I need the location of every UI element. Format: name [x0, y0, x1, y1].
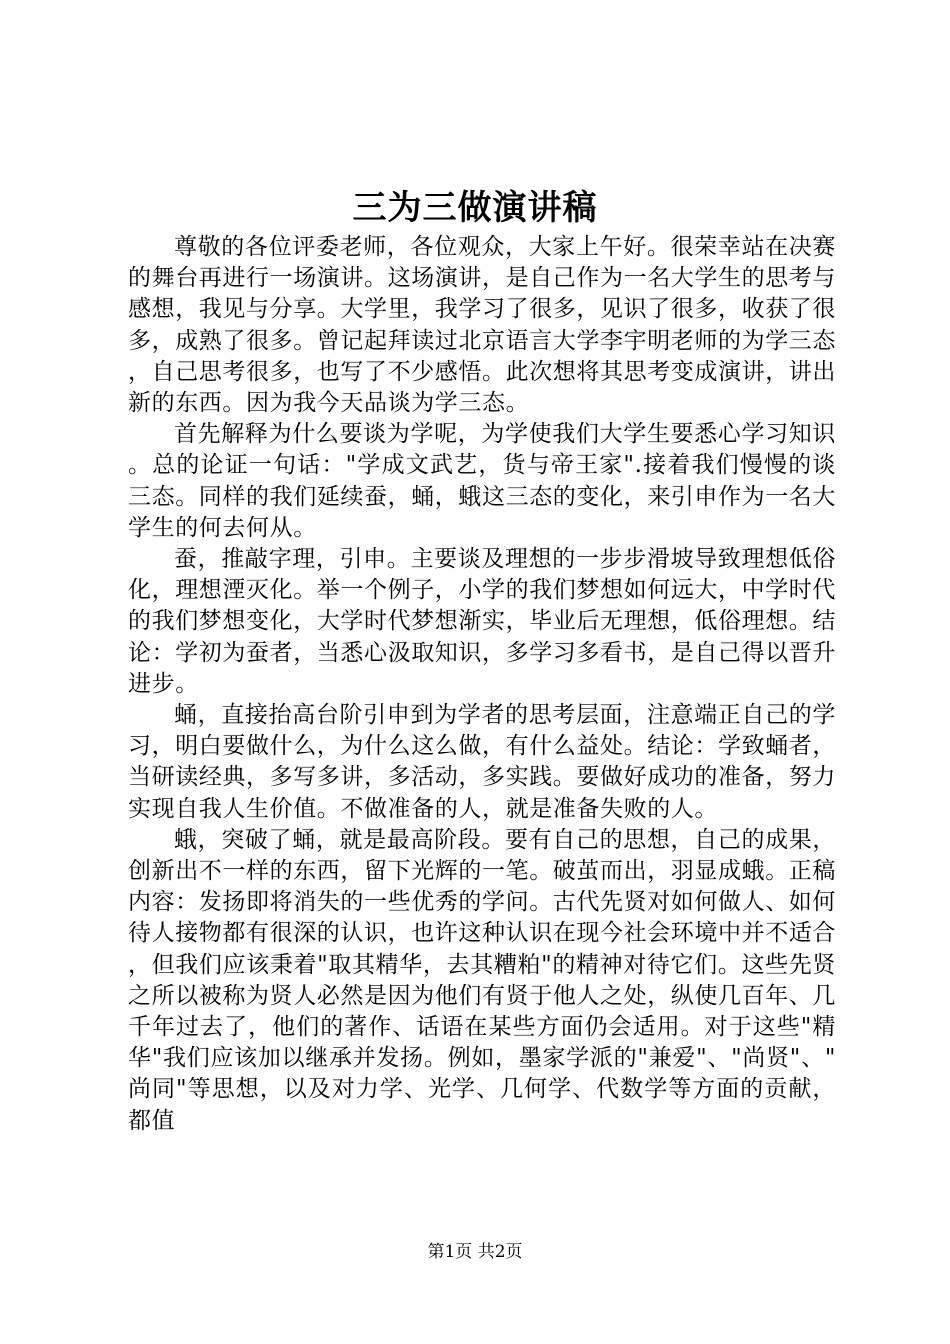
paragraph: 尊敬的各位评委老师，各位观众，大家上午好。很荣幸站在决赛的舞台再进行一场演讲。这场演讲，是自己作为一名大学生的思考与感想，我见与分享。大学里，我学习了很多，见识了很多，收获了很多，成熟了很多。曾记起拜读过北京语言大学李宇明老师的为学三态，自己思考很多，也写了不少感悟。此次想将其思考变成演讲，讲出新的东西。因为我今天品谈为学三态。 — [128, 234, 836, 417]
paragraph: 蛹，直接抬高台阶引申到为学者的思考层面，注意端正自己的学习，明白要做什么，为什么这么做，有什么益处。结论：学致蛹者，当研读经典，多写多讲，多活动，多实践。要做好成功的准备，努力实现自我人生价值。不做准备的人，就是准备失败的人。 — [128, 702, 836, 822]
paragraph: 蚕，推敲字理，引申。主要谈及理想的一步步滑坡导致理想低俗化，理想湮灭化。举一个例子，小学的我们梦想如何远大，中学时代的我们梦想变化，大学时代梦想渐实，毕业后无理想，低俗理想。结论：学初为蚕者，当悉心汲取知识，多学习多看书，是自己得以晋升进步。 — [128, 546, 836, 697]
paragraph: 蛾，突破了蛹，就是最高阶段。要有自己的思想，自己的成果，创新出不一样的东西，留下光辉的一笔。破茧而出，羽显成蛾。正稿内容：发扬即将消失的一些优秀的学问。古代先贤对如何做人、如何待人接物都有很深的认识，也许这种认识在现今社会环境中并不适合，但我们应该秉着"取其精华，去其糟粕"的精神对待它们。这些先贤之所以被称为贤人必然是因为他们有贤于他人之处，纵使几百年、几千年过去了，他们的著作、话语在某些方面仍会适用。对于这些"精华"我们应该加以继承并发扬。例如，墨家学派的"兼爱"、"尚贤"、"尚同"等思想，以及对力学、光学、几何学、代数学等方面的贡献，都值 — [128, 826, 836, 1134]
document-body — [128, 232, 836, 1137]
paragraph: 首先解释为什么要谈为学呢，为学使我们大学生要悉心学习知识。总的论证一句话："学成文武艺，货与帝王家".接着我们慢慢的谈三态。同样的我们延续蚕，蛹，蛾这三态的变化，来引申作为一名大学生的何去何从。 — [128, 421, 836, 541]
document-title: 三为三做演讲稿 — [352, 188, 598, 228]
page-number-footer: 第1页 共2页 — [427, 1242, 523, 1262]
